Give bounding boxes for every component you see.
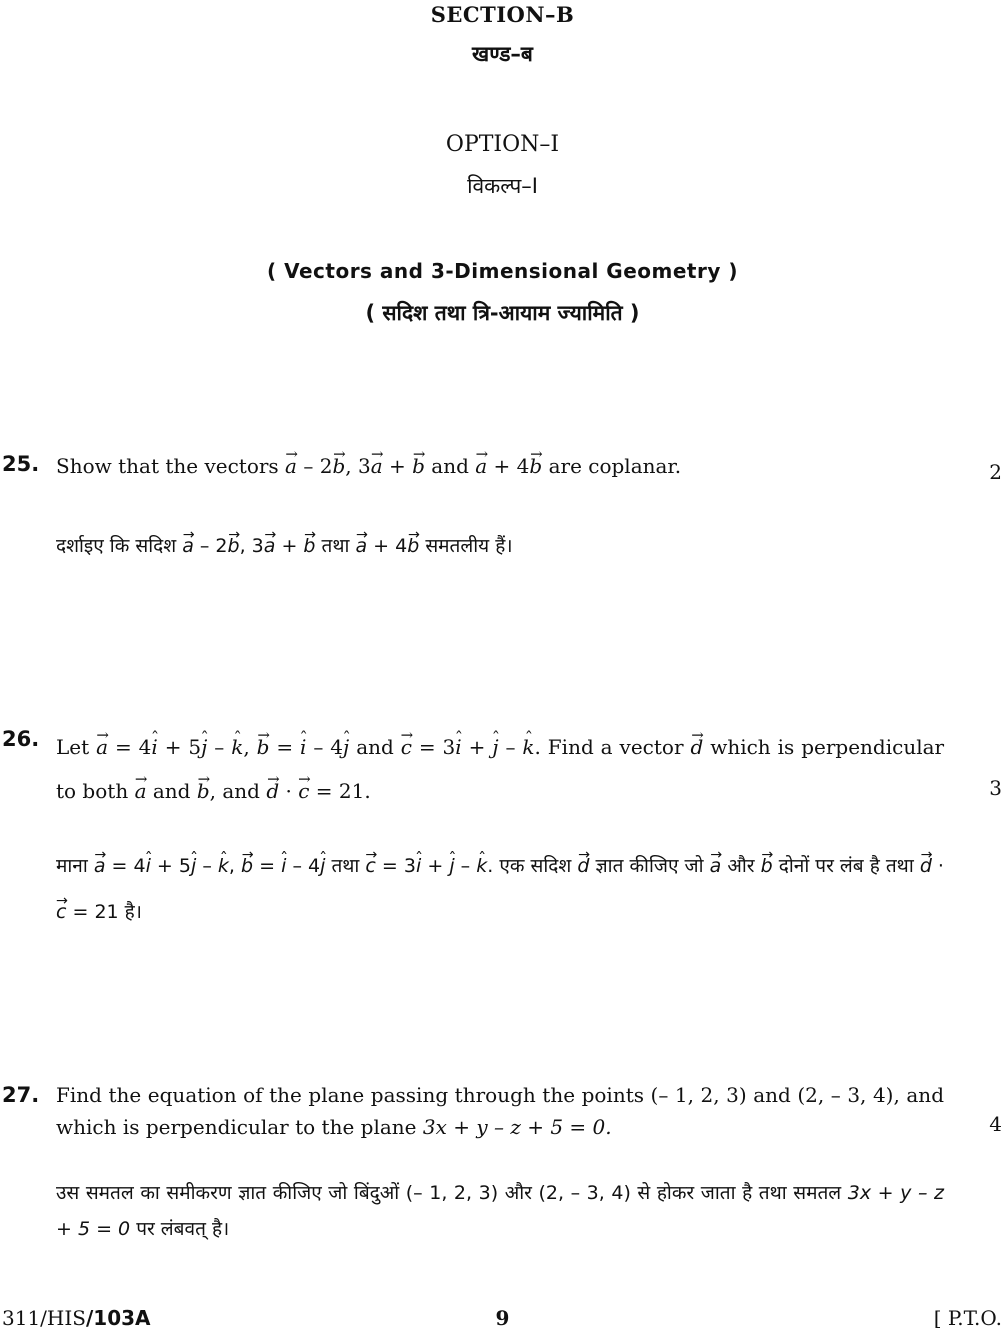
page-number: 9	[495, 1306, 510, 1330]
option-title: OPTION–I	[445, 132, 560, 157]
question-26-hindi: माना → a = 4ˆ i + 5ˆ j – ˆ k, → b = ˆ i – 4ˆ j तथा → c = 3ˆ i + ˆ j – ˆ k. एक सदिश → d ज्ञात कीजिए जो → a और → b दोनों पर लंब है तथा → d · → c = 21 है।	[56, 843, 944, 935]
question-number-26: 26.	[2, 727, 40, 751]
paper-code: 311/HIS/103A	[2, 1306, 151, 1330]
marks-26: 3	[989, 776, 1002, 800]
marks-25: 2	[989, 460, 1002, 484]
question-25-hindi: दर्शाइए कि सदिश → a – 2→ b, 3→ a + → b तथा → a + 4→ b समतलीय हैं।	[56, 528, 944, 564]
topic-title: ( Vectors and 3-Dimensional Geometry )	[266, 259, 738, 283]
pto-label: [ P.T.O.	[933, 1306, 1002, 1330]
question-27-english: Find the equation of the plane passing through the points (– 1, 2, 3) and (2, – 3, 4), and which is perpendicular to the plane 3x + y – z + 5 = 0.	[56, 1083, 944, 1139]
question-number-25: 25.	[2, 452, 40, 476]
section-title: SECTION–B	[430, 2, 575, 27]
question-number-27: 27.	[2, 1083, 40, 1107]
section-title-hindi: खण्ड–ब	[472, 42, 533, 66]
question-26-english: Let → a = 4ˆ i + 5ˆ j – ˆ k, → b = ˆ i – 4ˆ j and → c = 3ˆ i + ˆ j – ˆ k. Find a vector → d which is perpendicular to both → a and → b, and → d · → c = 21.	[56, 725, 944, 813]
question-25-english: Show that the vectors → a – 2→ b, 3→ a + → b and → a + 4→ b are coplanar.	[56, 450, 944, 482]
question-27-hindi: उस समतल का समीकरण ज्ञात कीजिए जो बिंदुओं (– 1, 2, 3) और (2, – 3, 4) से होकर जाता है तथा समतल 3x + y – z + 5 = 0 पर लंबवत् है।	[56, 1182, 945, 1240]
option-title-hindi: विकल्प–I	[467, 174, 538, 198]
topic-title-hindi: ( सदिश तथा त्रि-आयाम ज्यामिति )	[365, 301, 640, 325]
marks-27: 4	[989, 1112, 1002, 1136]
